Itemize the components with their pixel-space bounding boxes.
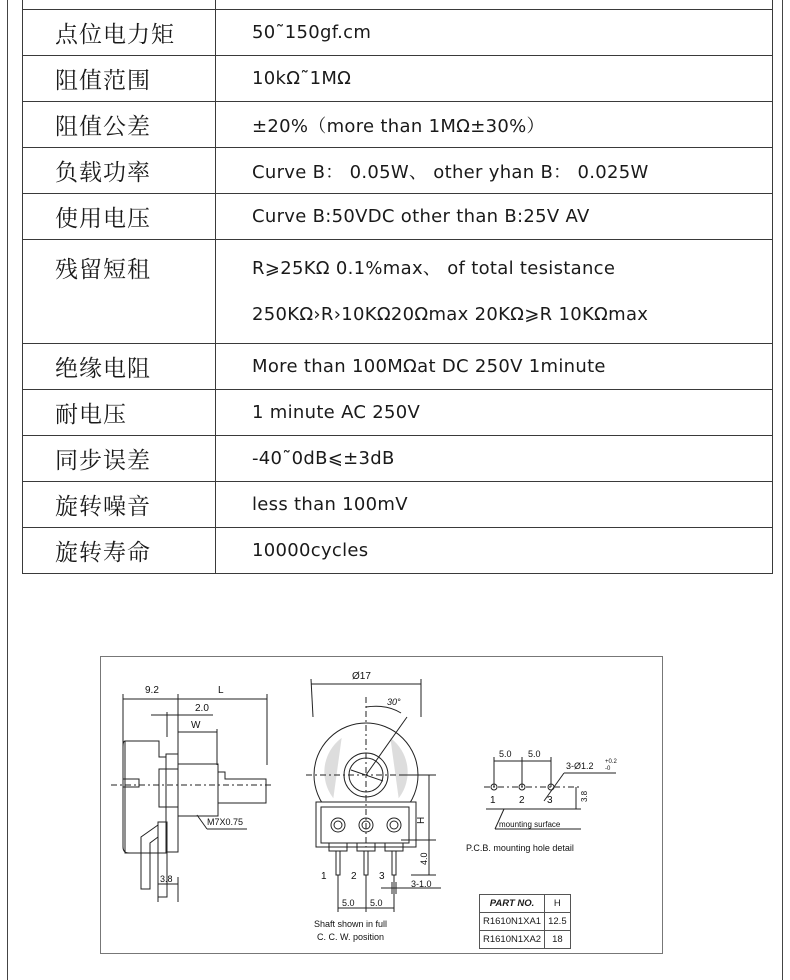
svg-text:5.0: 5.0	[342, 898, 355, 908]
svg-text:4.0: 4.0	[419, 852, 429, 865]
spec-value-text: 50˜150gf.cm	[252, 22, 372, 43]
svg-text:P.C.B. mounting hole detail: P.C.B. mounting hole detail	[466, 843, 574, 853]
table-row	[23, 344, 773, 390]
spec-value-text: ±20%（more than 1MΩ±30%）	[252, 115, 545, 137]
table-row	[480, 913, 571, 931]
table-row	[480, 895, 571, 913]
table-row	[23, 148, 773, 194]
svg-text:2: 2	[519, 795, 525, 806]
part-number: R1610N1XA2	[480, 931, 545, 949]
table-row	[23, 390, 773, 436]
svg-text:30°: 30°	[387, 697, 401, 707]
svg-text:3-1.0: 3-1.0	[411, 879, 432, 889]
drawing-lines	[101, 657, 662, 953]
part-h-value: 18	[545, 931, 571, 949]
spec-label: 耐电压	[23, 390, 216, 436]
table-row	[23, 482, 773, 528]
table-row	[23, 56, 773, 102]
spec-value	[216, 344, 773, 390]
spec-label: 使用电压	[23, 194, 216, 240]
spec-value-text: Curve B:50VDC other than B:25V AV	[252, 206, 590, 227]
svg-text:5.0: 5.0	[499, 749, 512, 759]
spec-value-text: 1 minute AC 250V	[252, 402, 421, 423]
page-border-right	[782, 0, 783, 980]
table-row	[23, 240, 773, 344]
svg-text:3.8: 3.8	[580, 790, 589, 802]
parts-header-part-no: PART NO.	[480, 895, 545, 913]
part-h-value: 12.5	[545, 913, 571, 931]
part-number: R1610N1XA1	[480, 913, 545, 931]
svg-text:9.2: 9.2	[145, 685, 159, 696]
spec-table	[22, 0, 773, 574]
spec-label: 阻值范围	[23, 56, 216, 102]
spec-label: 旋转寿命	[23, 528, 216, 574]
table-row	[23, 436, 773, 482]
spec-value	[216, 390, 773, 436]
spec-value-text: 10kΩ˜1MΩ	[252, 68, 352, 89]
spec-value-text: R⩾25KΩ 0.1%max、 of total tesistance	[252, 257, 616, 279]
svg-text:+0.2: +0.2	[605, 759, 617, 765]
svg-text:3: 3	[547, 795, 553, 806]
table-row	[23, 102, 773, 148]
parts-header-h: H	[545, 895, 571, 913]
svg-text:Ø17: Ø17	[352, 671, 371, 682]
svg-text:3.8: 3.8	[160, 874, 173, 884]
spec-label: 同步误差	[23, 436, 216, 482]
spec-label: 残留短租	[23, 240, 216, 344]
svg-text:2.0: 2.0	[195, 703, 209, 714]
spec-value-text: -40˜0dB⩽±3dB	[252, 448, 395, 469]
spec-value	[216, 148, 773, 194]
spec-label: 点位电力矩	[23, 10, 216, 56]
spec-value	[216, 436, 773, 482]
table-row	[23, 194, 773, 240]
svg-text:5.0: 5.0	[528, 749, 541, 759]
spec-label: 绝缘电阻	[23, 344, 216, 390]
spec-value	[216, 56, 773, 102]
svg-text:Shaft shown in full: Shaft shown in full	[314, 919, 388, 929]
svg-text:5.0: 5.0	[370, 898, 383, 908]
spec-label: 旋转噪音	[23, 482, 216, 528]
svg-text:C. C. W. position: C. C. W. position	[317, 932, 385, 942]
svg-text:2: 2	[351, 871, 357, 882]
svg-text:-0: -0	[605, 766, 611, 772]
table-row	[23, 10, 773, 56]
svg-text:W: W	[191, 720, 201, 731]
svg-text:1: 1	[321, 871, 327, 882]
table-row	[480, 931, 571, 949]
table-row	[23, 528, 773, 574]
spec-value	[216, 528, 773, 574]
spec-value-text: 250KΩ›R›10KΩ20Ωmax 20KΩ⩾R 10KΩmax	[252, 303, 649, 325]
spec-label: 阻值公差	[23, 102, 216, 148]
svg-text:3-Ø1.2: 3-Ø1.2	[566, 761, 594, 771]
spec-value	[216, 102, 773, 148]
parts-table	[479, 894, 571, 949]
dimension-drawing	[100, 656, 663, 954]
svg-text:3: 3	[379, 871, 385, 882]
table-row-clipped	[23, 0, 773, 10]
page-border-left	[7, 0, 8, 980]
spec-label: 负载功率	[23, 148, 216, 194]
spec-value	[216, 240, 773, 344]
spec-value-text: 10000cycles	[252, 540, 369, 561]
svg-text:H: H	[416, 816, 427, 824]
spec-value	[216, 10, 773, 56]
spec-value-text: More than 100MΩat DC 250V 1minute	[252, 356, 606, 377]
svg-text:M7X0.75: M7X0.75	[207, 817, 244, 827]
spec-value-text: less than 100mV	[252, 494, 408, 515]
spec-value	[216, 482, 773, 528]
spec-value	[216, 194, 773, 240]
svg-text:1: 1	[490, 795, 496, 806]
svg-text:L: L	[218, 685, 224, 696]
spec-value-text: Curve B： 0.05W、 other yhan B： 0.025W	[252, 161, 649, 183]
svg-text:mounting surface: mounting surface	[499, 820, 561, 829]
